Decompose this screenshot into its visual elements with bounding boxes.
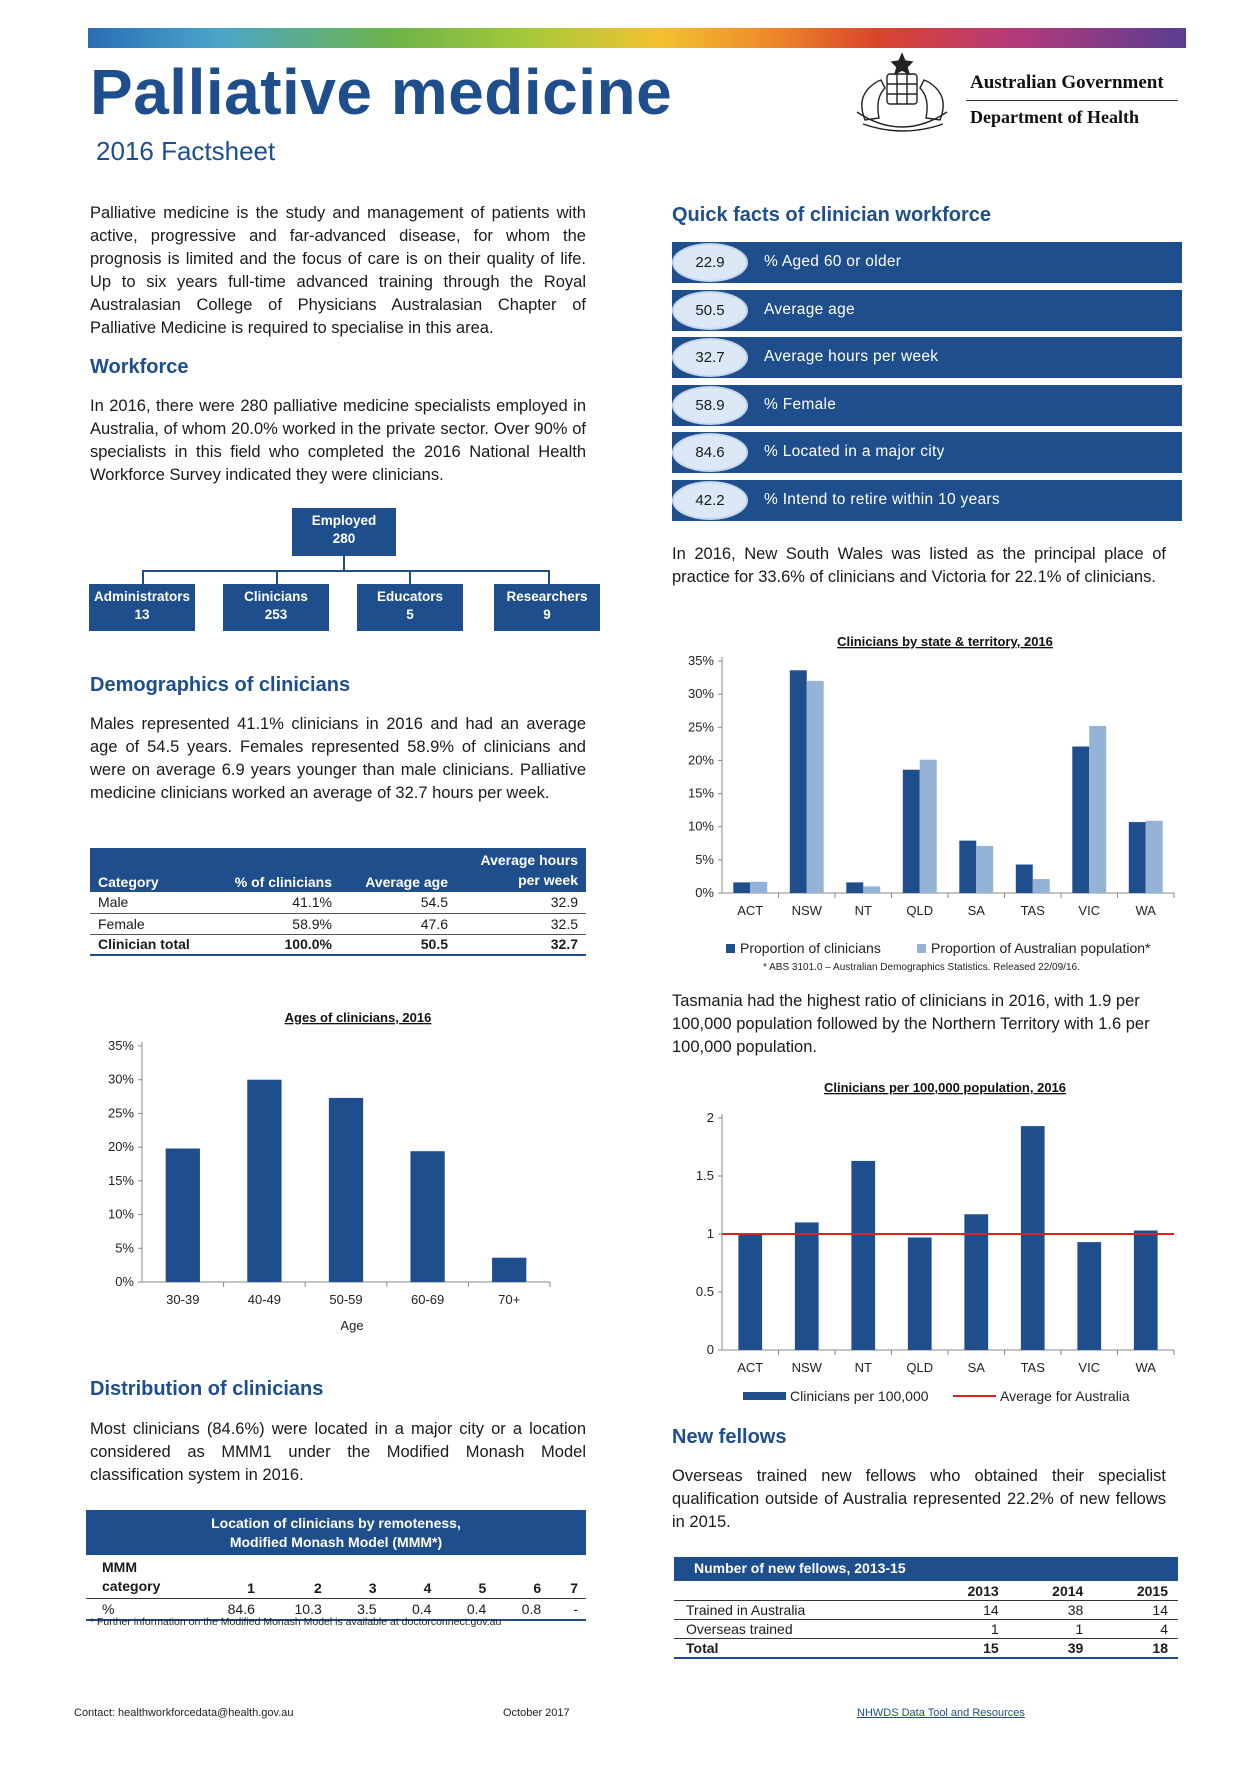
y-tick-label: 15% xyxy=(107,1172,134,1188)
table-cell: Female xyxy=(98,915,145,932)
workforce-paragraph: In 2016, there were 280 palliative medicine specialists employed in Australia, of whom 20.0% worked in the private sector. Over 90% of specialists in this field who completed the 2016 National Health Workforce Survey indicated they were clinicians. xyxy=(90,397,586,484)
y-tick-label: 25% xyxy=(687,719,714,735)
x-tick-label: 60-69 xyxy=(410,1292,445,1307)
quick-fact-row xyxy=(672,480,1182,521)
org-administrators-value: 13 xyxy=(134,607,150,622)
y-tick-label: 30% xyxy=(107,1071,134,1087)
org-administrators-label: Administrators xyxy=(93,589,191,604)
chart-title: Clinicians per 100,000 population, 2016 xyxy=(823,1080,1067,1095)
y-tick-label: 1.5 xyxy=(695,1168,714,1183)
table-cell: % xyxy=(102,1601,115,1617)
org-educators-value: 5 xyxy=(406,607,414,622)
table-row xyxy=(90,913,586,934)
org-administrators-box xyxy=(89,584,195,631)
org-connector xyxy=(548,570,550,584)
org-educators-label: Educators xyxy=(376,589,444,604)
state-chart-note: * ABS 3101.0 – Australian Demographics Statistics. Released 22/09/16. xyxy=(763,962,1080,973)
table-cell: 32.9 xyxy=(550,894,578,911)
quick-fact-label: Average hours per week xyxy=(764,348,939,365)
quick-fact-value: 22.9 xyxy=(672,243,748,282)
x-tick-label: 30-39 xyxy=(166,1292,200,1307)
table-cell: 84.6 xyxy=(227,1601,255,1617)
department-name: Department of Health xyxy=(970,107,1139,127)
fellows-table xyxy=(674,1582,1178,1659)
y-tick-label: 10% xyxy=(687,818,714,834)
distribution-heading: Distribution of clinicians xyxy=(90,1378,324,1400)
y-tick-label: 30% xyxy=(687,686,714,702)
legend-swatch xyxy=(743,1392,786,1400)
org-employed-value: 280 xyxy=(332,531,356,546)
bar xyxy=(166,1148,200,1282)
chart-title: Clinicians by state & territory, 2016 xyxy=(837,634,1053,649)
quick-fact-value: 84.6 xyxy=(672,433,748,472)
bar xyxy=(920,760,937,893)
x-tick-label: ACT xyxy=(737,1360,764,1375)
org-researchers-box xyxy=(494,584,600,631)
x-tick-label: NSW xyxy=(791,1360,822,1375)
x-tick-label: SA xyxy=(967,903,985,918)
chart-title: Ages of clinicians, 2016 xyxy=(284,1010,432,1025)
x-tick-label: 40-49 xyxy=(247,1292,282,1307)
table-header: Average hours per week xyxy=(480,852,578,888)
mmm-table xyxy=(86,1556,586,1621)
x-tick-label: QLD xyxy=(906,903,934,918)
org-educators-box xyxy=(357,584,463,631)
y-tick-label: 25% xyxy=(107,1105,134,1121)
table-header: 2013 xyxy=(967,1583,999,1599)
y-tick-label: 20% xyxy=(687,752,714,768)
quick-fact-label: % Female xyxy=(764,396,837,413)
bar xyxy=(1077,1242,1101,1350)
bar xyxy=(846,882,863,893)
quick-facts-heading: Quick facts of clinician workforce xyxy=(672,204,991,226)
table-cell: 38 xyxy=(1067,1602,1084,1618)
table-row xyxy=(90,892,586,913)
bar xyxy=(1033,879,1050,893)
ages-chart xyxy=(90,1000,590,1340)
y-tick-label: 2 xyxy=(706,1110,714,1125)
footer-resources-link[interactable]: NHWDS Data Tool and Resources xyxy=(857,1707,1025,1719)
x-tick-label: TAS xyxy=(1020,903,1045,918)
quick-fact-row xyxy=(672,290,1182,331)
table-cell: 0.4 xyxy=(411,1601,432,1617)
bar xyxy=(908,1237,932,1350)
state-chart xyxy=(660,628,1190,968)
quick-fact-value: 32.7 xyxy=(672,338,748,377)
x-axis-label: Age xyxy=(340,1318,364,1333)
bar xyxy=(329,1098,363,1282)
gov-divider xyxy=(966,100,1178,101)
table-header: Category xyxy=(98,874,159,890)
demographics-table xyxy=(90,848,586,956)
table-row xyxy=(674,1620,1178,1639)
table-cell: 10.3 xyxy=(294,1601,322,1617)
org-connector xyxy=(142,570,550,572)
bar xyxy=(410,1151,444,1282)
table-header: 2014 xyxy=(1052,1583,1084,1599)
rate-chart xyxy=(660,1074,1190,1414)
table-cell: 15 xyxy=(983,1640,999,1656)
new-fellows-heading: New fellows xyxy=(672,1426,787,1448)
y-tick-label: 0 xyxy=(706,1342,714,1357)
table-row xyxy=(674,1582,1178,1601)
y-tick-label: 10% xyxy=(107,1206,134,1222)
page-subtitle: 2016 Factsheet xyxy=(96,136,276,166)
x-tick-label: VIC xyxy=(1078,903,1101,918)
gov-name: Australian Government xyxy=(970,72,1164,93)
table-cell: 2 xyxy=(313,1580,322,1596)
state-paragraph: In 2016, New South Wales was listed as the principal place of practice for 33.6% of clinicians and Victoria for 22.1% of clinicians. xyxy=(672,545,1166,586)
table-cell: 0.4 xyxy=(466,1601,487,1617)
table-cell: - xyxy=(573,1601,578,1617)
y-tick-label: 15% xyxy=(687,785,714,801)
table-cell: 50.5 xyxy=(420,936,448,953)
table-cell: 3 xyxy=(368,1580,377,1596)
table-cell: Male xyxy=(98,894,129,911)
intro-paragraph: Palliative medicine is the study and management of patients with active, progressive and far-advanced disease, for whom the prognosis is limited and the focus of care is on their quality of life. Up to six years full-time advanced training through the Royal Australasian College of Physicians Australasian Chapter of Palliative Medicine is required to specialise in this area. xyxy=(90,204,586,337)
table-row xyxy=(674,1601,1178,1620)
legend-swatch xyxy=(726,944,735,953)
legend-label: Average for Australia xyxy=(1000,1388,1130,1404)
bar xyxy=(738,1234,762,1350)
org-clinicians-value: 253 xyxy=(264,607,288,622)
bar xyxy=(750,882,767,893)
org-clinicians-label: Clinicians xyxy=(244,589,308,604)
x-tick-label: NT xyxy=(854,903,872,918)
bar xyxy=(851,1161,875,1350)
tasmania-paragraph: Tasmania had the highest ratio of clinicians in 2016, with 1.9 per 100,000 population followed by the Northern Territory with 1.6 per 100,000 population. xyxy=(672,992,1150,1056)
demographics-paragraph: Males represented 41.1% clinicians in 2016 and had an average age of 54.5 years. Females represented 58.9% of clinicians and were on average 6.9 years younger than male clinicians. Palliative medicine clinicians worked an average of 32.7 hours per week. xyxy=(90,715,586,802)
bar xyxy=(903,770,920,893)
bar xyxy=(959,841,976,893)
mmm-row-header xyxy=(86,1556,196,1599)
y-tick-label: 0% xyxy=(115,1274,134,1289)
x-tick-label: SA xyxy=(967,1360,985,1375)
distribution-paragraph: Most clinicians (84.6%) were located in a major city or a location considered as MMM1 under the Modified Monash Model classification system in 2016. xyxy=(90,1420,586,1484)
org-researchers-label: Researchers xyxy=(506,589,588,604)
table-row xyxy=(90,934,586,955)
table-row xyxy=(86,1556,586,1599)
bar xyxy=(1016,864,1033,893)
mmm-row-header-line: MMM xyxy=(102,1559,137,1575)
x-tick-label: QLD xyxy=(906,1360,934,1375)
x-tick-label: ACT xyxy=(737,903,764,918)
org-employed-label: Employed xyxy=(311,513,377,528)
footer-contact: Contact: healthworkforcedata@health.gov.au xyxy=(74,1707,294,1719)
mmm-note: * Further information on the Modified Monash Model is available at doctorconnect.gov.au xyxy=(90,1616,502,1628)
footer-date: October 2017 xyxy=(503,1707,570,1719)
y-tick-label: 0% xyxy=(695,885,714,900)
table-cell: 41.1% xyxy=(292,894,332,911)
mmm-title-line: Location of clinicians by remoteness, xyxy=(211,1515,461,1531)
coat-of-arms-logo xyxy=(845,50,960,138)
quick-fact-row xyxy=(672,337,1182,378)
y-tick-label: 35% xyxy=(687,653,714,668)
table-cell: 3.5 xyxy=(357,1601,377,1617)
y-tick-label: 5% xyxy=(115,1240,134,1256)
table-cell: 1 xyxy=(1075,1621,1084,1637)
mmm-row-header-line: category xyxy=(102,1578,161,1594)
page-title: Palliative medicine xyxy=(90,56,673,128)
x-tick-label: NT xyxy=(854,1360,872,1375)
bar xyxy=(492,1258,526,1282)
legend-swatch xyxy=(917,944,926,953)
y-tick-label: 0.5 xyxy=(695,1284,714,1299)
quick-fact-value: 50.5 xyxy=(672,291,748,330)
x-tick-label: 50-59 xyxy=(329,1292,363,1307)
bar xyxy=(863,886,880,893)
table-cell: 1 xyxy=(990,1621,999,1637)
table-cell: 6 xyxy=(533,1580,542,1596)
table-cell: 5 xyxy=(478,1580,487,1596)
y-tick-label: 20% xyxy=(107,1139,134,1155)
demographics-heading: Demographics of clinicians xyxy=(90,674,351,696)
table-cell: Overseas trained xyxy=(686,1621,793,1637)
org-employed-box xyxy=(292,508,396,556)
bar xyxy=(807,681,824,893)
quick-fact-label: % Intend to retire within 10 years xyxy=(764,491,1000,508)
new-fellows-paragraph: Overseas trained new fellows who obtained their specialist qualification outside of Australia represented 22.2% of new fellows in 2015. xyxy=(672,1467,1166,1531)
bar xyxy=(976,846,993,893)
bar xyxy=(733,882,750,893)
legend-label: Proportion of Australian population* xyxy=(931,940,1151,956)
quick-fact-label: % Aged 60 or older xyxy=(764,253,902,270)
workforce-heading: Workforce xyxy=(90,356,189,378)
x-tick-label: TAS xyxy=(1020,1360,1045,1375)
org-clinicians-box xyxy=(223,584,329,631)
y-tick-label: 1 xyxy=(706,1226,714,1241)
quick-fact-row xyxy=(672,432,1182,473)
org-connector xyxy=(276,570,278,584)
table-cell: 39 xyxy=(1067,1640,1084,1656)
x-tick-label: WA xyxy=(1135,1360,1156,1375)
quick-fact-row xyxy=(672,242,1182,283)
table-cell: 0.8 xyxy=(521,1601,542,1617)
org-connector xyxy=(409,570,411,584)
bar xyxy=(795,1222,819,1350)
table-cell: 47.6 xyxy=(420,915,448,932)
org-connector xyxy=(142,570,144,584)
bar xyxy=(1072,747,1089,893)
bar xyxy=(790,670,807,893)
org-connector xyxy=(343,556,345,570)
bar xyxy=(1146,821,1163,893)
org-researchers-value: 9 xyxy=(543,607,551,622)
table-cell: 32.7 xyxy=(550,936,578,953)
mmm-title-line: Modified Monash Model (MMM*) xyxy=(229,1534,443,1550)
mmm-table-title xyxy=(86,1510,586,1555)
bar xyxy=(1129,822,1146,893)
header-color-band xyxy=(88,28,1186,48)
table-cell: 1 xyxy=(247,1580,255,1596)
x-tick-label: WA xyxy=(1135,903,1156,918)
table-cell: 100.0% xyxy=(284,936,332,953)
table-cell: 18 xyxy=(1152,1640,1168,1656)
table-cell: 14 xyxy=(983,1602,999,1618)
table-cell: Trained in Australia xyxy=(686,1602,806,1618)
bar xyxy=(1089,726,1106,893)
y-tick-label: 35% xyxy=(107,1038,134,1053)
quick-fact-label: % Located in a major city xyxy=(764,443,945,460)
table-row xyxy=(674,1639,1178,1659)
bar xyxy=(1134,1231,1158,1350)
quick-fact-value: 58.9 xyxy=(672,386,748,425)
y-tick-label: 5% xyxy=(695,851,714,867)
table-cell: 7 xyxy=(570,1580,578,1596)
table-cell: 4 xyxy=(423,1580,432,1596)
quick-fact-row xyxy=(672,385,1182,426)
table-cell: 32.5 xyxy=(550,915,578,932)
table-cell: 58.9% xyxy=(292,915,332,932)
quick-fact-value: 42.2 xyxy=(672,481,748,520)
table-cell: 54.5 xyxy=(420,894,448,911)
x-tick-label: 70+ xyxy=(498,1292,521,1307)
bar xyxy=(247,1080,281,1282)
table-header: 2015 xyxy=(1136,1583,1168,1599)
x-tick-label: NSW xyxy=(791,903,822,918)
table-cell: 4 xyxy=(1160,1621,1168,1637)
table-header: Average age xyxy=(365,874,448,890)
legend-label: Proportion of clinicians xyxy=(740,940,881,956)
legend-label: Clinicians per 100,000 xyxy=(790,1388,929,1404)
bar xyxy=(1021,1126,1045,1350)
table-header: % of clinicians xyxy=(234,874,332,890)
fellows-table-title: Number of new fellows, 2013-15 xyxy=(674,1557,1178,1581)
x-tick-label: VIC xyxy=(1078,1360,1101,1375)
table-cell: Clinician total xyxy=(98,936,190,953)
table-cell: 14 xyxy=(1152,1602,1168,1618)
table-cell: Total xyxy=(686,1640,719,1656)
quick-fact-label: Average age xyxy=(764,301,855,318)
